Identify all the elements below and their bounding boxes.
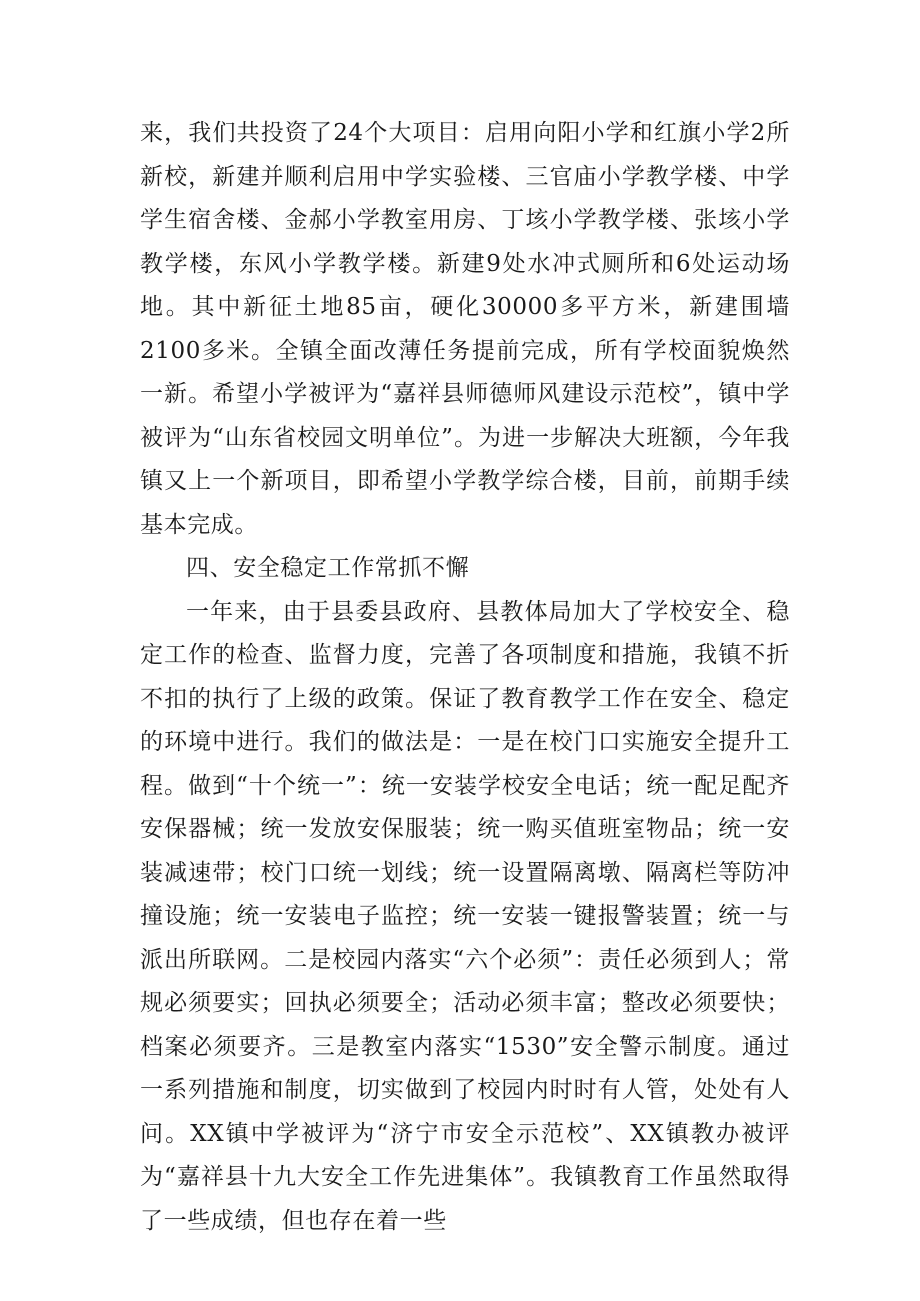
document-page	[140, 112, 790, 1243]
section-heading-safety: 四、安全稳定工作常抓不懈	[186, 555, 470, 581]
paragraph-safety-stability: 一年来，由于县委县政府、县教体局加大了学校安全、稳定工作的检查、监督力度，完善了各项制度和措施，我镇不折不扣的执行了上级的政策。保证了教育教学工作在安全、稳定的环境中进行。我们的做法是：一是在校门口实施安全提升工程。做到“十个统一”：统一安装学校安全电话；统一配足配齐安保器械；统一发放安保服装；统一购买值班室物品；统一安装减速带；校门口统一划线；统一设置隔离墩、隔离栏等防冲撞设施；统一安装电子监控；统一安装一键报警装置；统一与派出所联网。二是校园内落实“六个必须”：责任必须到人；常规必须要实；回执必须要全；活动必须丰富；整改必须要快；档案必须要齐。三是教室内落实“1530”安全警示制度。通过一系列措施和制度，切实做到了校园内时时有人管，处处有人问。XX镇中学被评为“济宁市安全示范校”、XX镇教办被评为“嘉祥县十九大安全工作先进集体”。我镇教育工作虽然取得了一些成绩，但也存在着一些	[140, 598, 790, 1234]
paragraph-school-construction: 来，我们共投资了24个大项目：启用向阳小学和红旗小学2所新校，新建并顺利启用中学实验楼、三官庙小学教学楼、中学学生宿舍楼、金郝小学教室用房、丁垓小学教学楼、张垓小学教学楼，东风小学教学楼。新建9处水冲式厕所和6处运动场地。其中新征土地85亩，硬化30000多平方米，新建围墙2100多米。全镇全面改薄任务提前完成，所有学校面貌焕然一新。希望小学被评为“嘉祥县师德师风建设示范校”，镇中学被评为“山东省校园文明单位”。为进一步解决大班额，今年我镇又上一个新项目，即希望小学教学综合楼，目前，前期手续基本完成。	[140, 120, 790, 538]
